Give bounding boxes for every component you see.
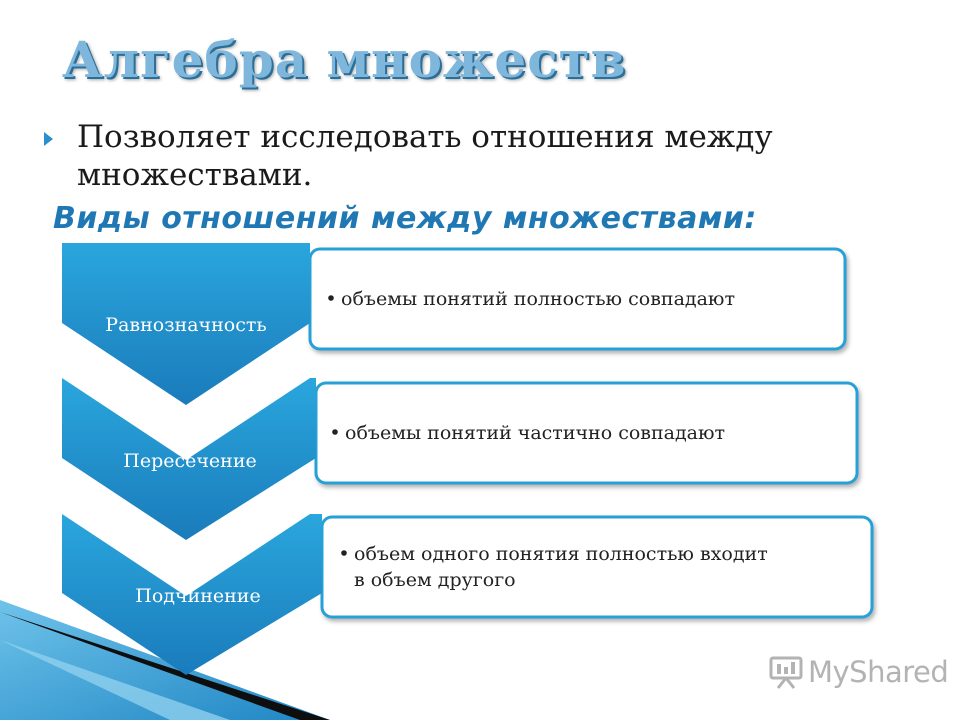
bullet-text: Позволяет исследовать отношения между множествами. [77,119,773,193]
watermark-logo [768,655,948,689]
chevron-label-1: Равнозначность [105,314,267,336]
chevron-label-3: Подчинение [135,585,261,607]
box-bullet-2 [332,429,338,435]
slide-title: Алгебра множеств [62,30,627,89]
chevron-label-2: Пересечение [123,450,257,472]
relation-box-3 [322,517,872,617]
presentation-board-icon [768,655,804,689]
slide-subtitle: Виды отношений между множествами: [53,201,757,236]
relation-description-1: объемы понятий полностью совпадают [341,288,735,310]
box-bullet-3 [341,550,347,556]
relation-description-3-line2: в объем другого [354,569,516,591]
box-bullet-1 [328,295,334,301]
watermark-text: MyShared [808,655,949,689]
relation-description-3-line1: объем одного понятия полностью входит [354,543,768,565]
relation-description-2: объемы понятий частично совпадают [345,422,726,444]
